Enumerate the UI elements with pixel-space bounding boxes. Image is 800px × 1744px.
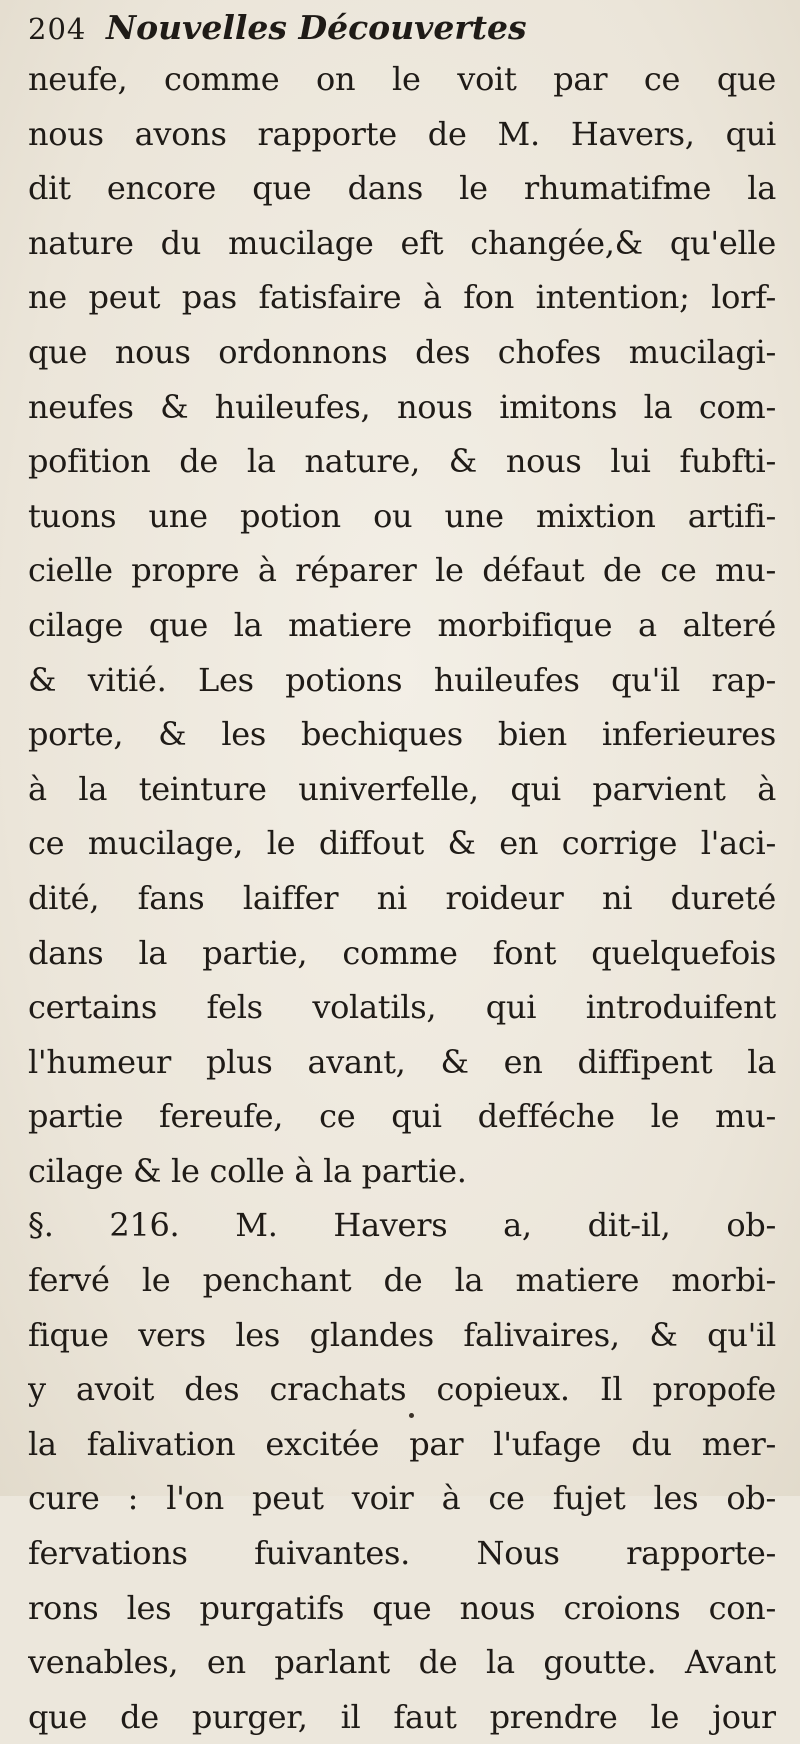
section-start-line: §. 216. M. Havers a, dit-il, ob-: [28, 1206, 776, 1245]
text-line: dité, fans laiffer ni roideur ni dureté: [28, 878, 776, 917]
text-line: cielle propre à réparer le défaut de ce mu-: [28, 551, 776, 590]
text-line: neufe, comme on le voit par ce que: [28, 60, 776, 98]
text-line: cure : l'on peut voir à ce fujet les ob-: [28, 1479, 776, 1518]
text-line: venables, en parlant de la goutte. Avant: [28, 1643, 776, 1682]
page-header: [28, 8, 768, 52]
text-line: nature du mucilage eft changée,& qu'elle: [28, 223, 776, 262]
page-number: 204: [28, 12, 87, 46]
paragraph-end-line: cilage & le colle à la partie.: [28, 1151, 467, 1190]
text-line: ce mucilage, le diffout & en corrige l'aci-: [28, 824, 776, 863]
body-text: [28, 52, 776, 1744]
text-line: fervé le penchant de la matiere morbi-: [28, 1261, 776, 1300]
ink-speck: [409, 1413, 414, 1418]
text-line: rons les purgatifs que nous croions con-: [28, 1588, 776, 1627]
text-line: la falivation excitée par l'ufage du mer-: [28, 1424, 776, 1463]
text-line: fervations fuivantes. Nous rapporte-: [28, 1534, 776, 1573]
text-line: que de purger, il faut prendre le jour: [28, 1697, 776, 1736]
text-line: neufes & huileufes, nous imitons la com-: [28, 387, 776, 426]
text-line: partie fereufe, ce qui defféche le mu-: [28, 1097, 776, 1136]
text-line: dit encore que dans le rhumatifme la: [28, 169, 776, 208]
text-line: certains fels volatils, qui introduifent: [28, 988, 776, 1027]
text-line: & vitié. Les potions huileufes qu'il rap-: [28, 660, 776, 699]
text-line: l'humeur plus avant, & en diffipent la: [28, 1042, 776, 1081]
text-line: nous avons rapporte de M. Havers, qui: [28, 114, 776, 153]
text-line: y avoit des crachats copieux. Il propofe: [28, 1370, 776, 1409]
text-line: à la teinture univerfelle, qui parvient à: [28, 769, 776, 808]
text-line: pofition de la nature, & nous lui fubfti-: [28, 442, 776, 481]
text-line: fique vers les glandes falivaires, & qu'il: [28, 1315, 776, 1354]
text-line: dans la partie, comme font quelquefois: [28, 933, 776, 972]
running-title: Nouvelles Découvertes: [106, 8, 527, 47]
text-line: cilage que la matiere morbifique a alteré: [28, 605, 776, 644]
text-line: tuons une potion ou une mixtion artifi-: [28, 496, 776, 535]
text-line: ne peut pas fatisfaire à fon intention; lorf-: [28, 278, 776, 317]
text-line: que nous ordonnons des chofes mucilagi-: [28, 332, 776, 371]
text-line: porte, & les bechiques bien inferieures: [28, 715, 776, 754]
